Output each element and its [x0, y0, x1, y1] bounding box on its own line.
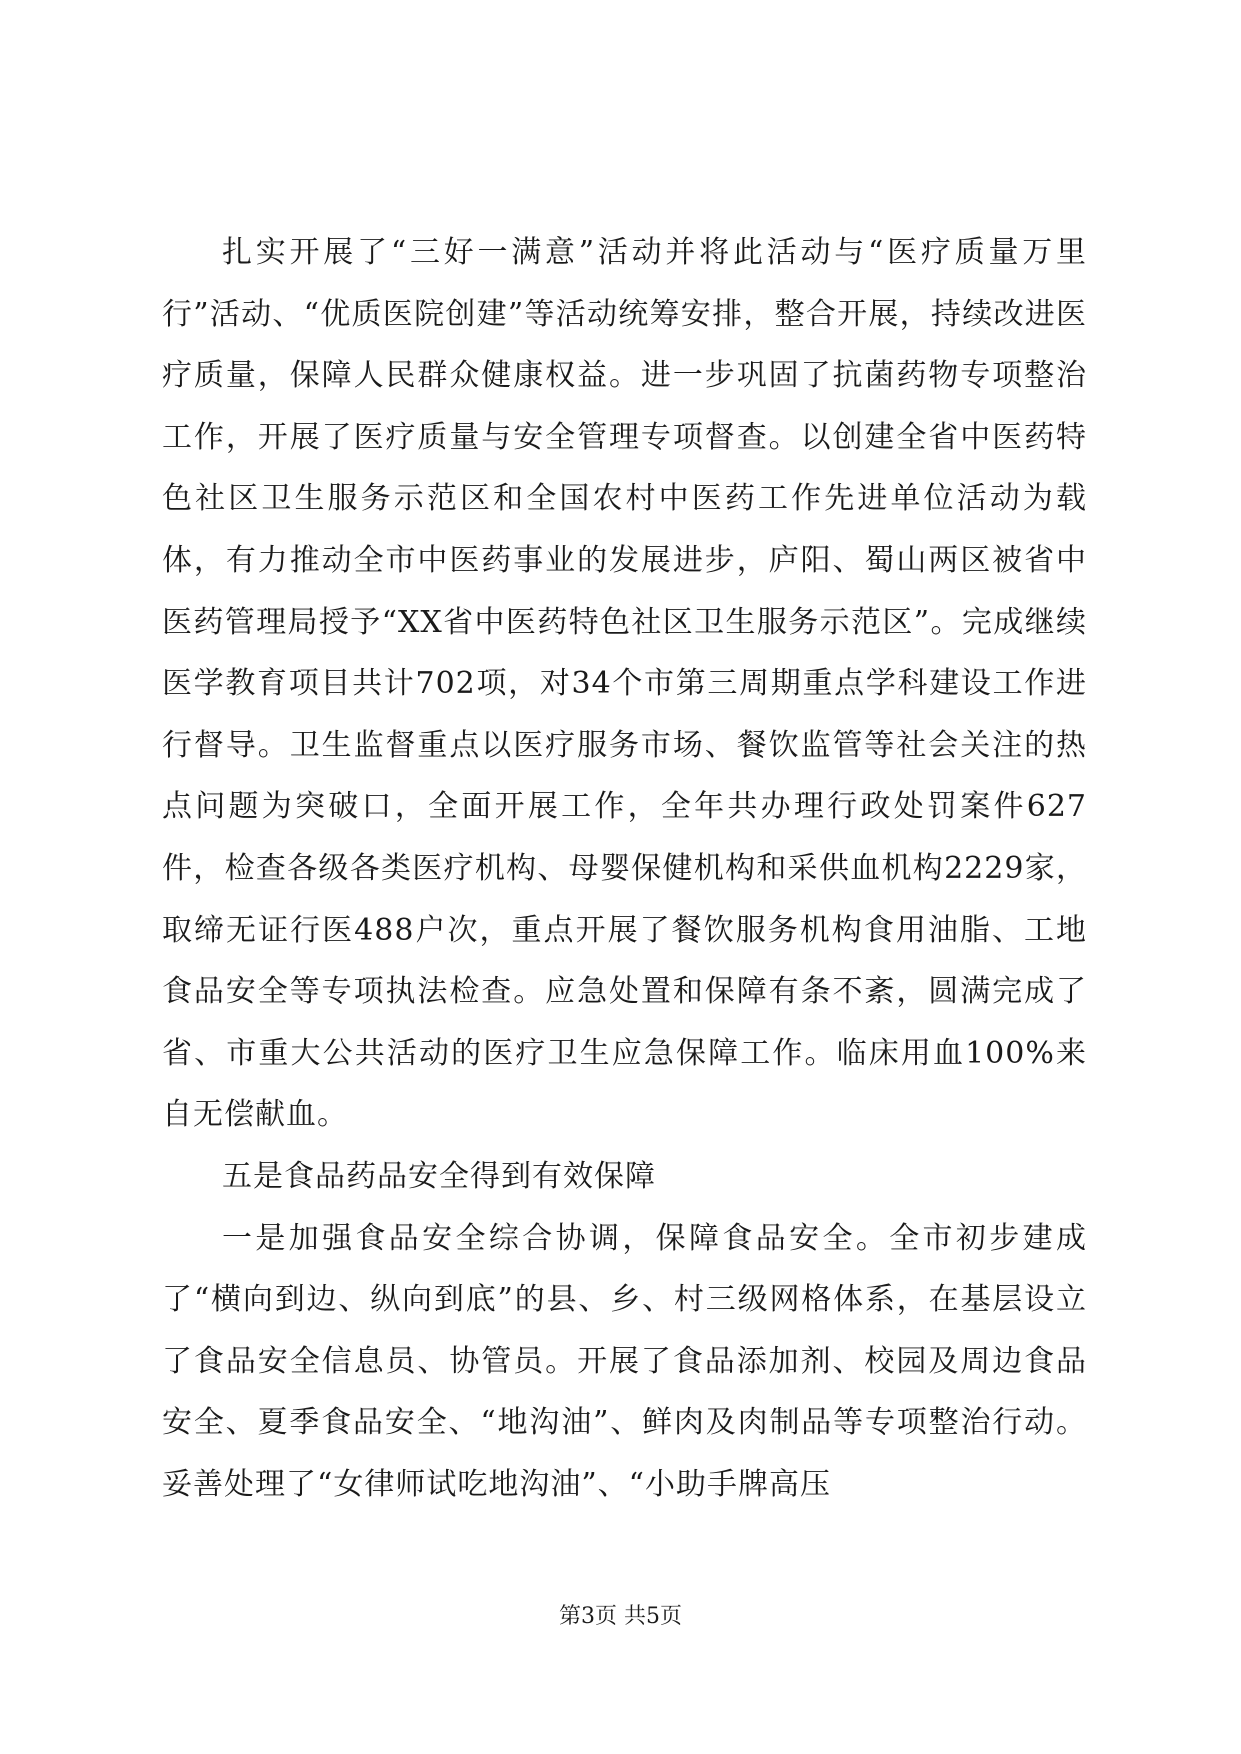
paragraph-food-safety-coordination: 一是加强食品安全综合协调，保障食品安全。全市初步建成了“横向到边、纵向到底”的县、乡、村三级网格体系，在基层设立了食品安全信息员、协管员。开展了食品添加剂、校园及周边食品安全、夏季食品安全、“地沟油”、鲜肉及肉制品等专项整治行动。妥善处理了“女律师试吃地沟油”、“小助手牌高压: [162, 1220, 1087, 1502]
page-footer: [0, 1602, 1241, 1632]
body-text: [162, 222, 1087, 1515]
section-heading-food-drug-safety: 五是食品药品安全得到有效保障: [222, 1158, 656, 1194]
page-number: 第3页 共5页: [559, 1604, 682, 1629]
paragraph-medical-quality: 扎实开展了“三好一满意”活动并将此活动与“医疗质量万里行”活动、“优质医院创建”等活动统筹安排，整合开展，持续改进医疗质量，保障人民群众健康权益。进一步巩固了抗菌药物专项整治工作，开展了医疗质量与安全管理专项督查。以创建全省中医药特色社区卫生服务示范区和全国农村中医药工作先进单位活动为载体，有力推动全市中医药事业的发展进步，庐阳、蜀山两区被省中医药管理局授予“XX省中医药特色社区卫生服务示范区”。完成继续医学教育项目共计702项，对34个市第三周期重点学科建设工作进行督导。卫生监督重点以医疗服务市场、餐饮监管等社会关注的热点问题为突破口，全面开展工作，全年共办理行政处罚案件627件，检查各级各类医疗机构、母婴保健机构和采供血机构2229家，取缔无证行医488户次，重点开展了餐饮服务机构食用油脂、工地食品安全等专项执法检查。应急处置和保障有条不紊，圆满完成了省、市重大公共活动的医疗卫生应急保障工作。临床用血100%来自无偿献血。: [162, 235, 1087, 1133]
